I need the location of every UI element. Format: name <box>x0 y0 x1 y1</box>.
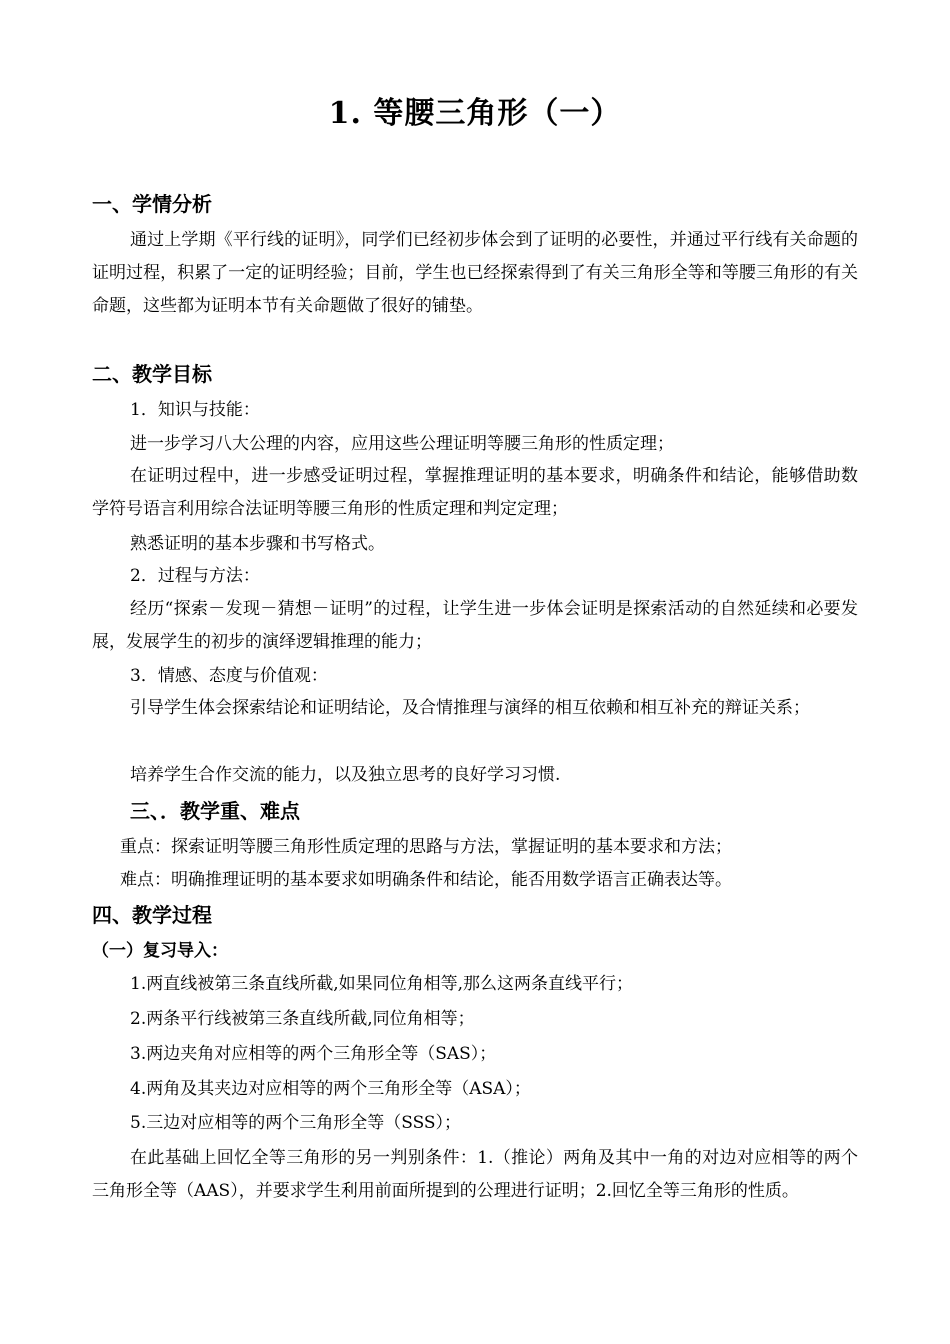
objective-paragraph: 在证明过程中，进一步感受证明过程，掌握推理证明的基本要求，明确条件和结论，能够借助数学符号语言利用综合法证明等腰三角形的性质定理和判定定理； <box>92 466 858 519</box>
review-item: 5.三边对应相等的两个三角形全等（SSS）； <box>130 1113 462 1133</box>
section-heading-process: 四、教学过程 <box>92 903 212 927</box>
objective-paragraph: 进一步学习八大公理的内容，应用这些公理证明等腰三角形的性质定理； <box>130 434 674 454</box>
review-item: 1.两直线被第三条直线所截,如果同位角相等,那么这两条直线平行； <box>130 974 634 994</box>
review-item: 3.两边夹角对应相等的两个三角形全等（SAS）； <box>130 1044 497 1064</box>
key-point-text: 重点：探索证明等腰三角形性质定理的思路与方法，掌握证明的基本要求和方法； <box>120 837 732 857</box>
subsection-heading-review: （一）复习导入： <box>92 941 228 961</box>
objective-sub-process: 2．过程与方法： <box>130 566 260 586</box>
section-heading-objectives: 二、教学目标 <box>92 362 212 386</box>
review-item: 4.两角及其夹边对应相等的两个三角形全等（ASA）； <box>130 1079 531 1099</box>
objective-paragraph: 熟悉证明的基本步骤和书写格式。 <box>130 534 385 554</box>
objective-sub-knowledge: 1．知识与技能： <box>130 400 260 420</box>
objective-paragraph: 培养学生合作交流的能力，以及独立思考的良好学习习惯. <box>130 765 561 785</box>
review-item: 2.两条平行线被第三条直线所截,同位角相等； <box>130 1009 475 1029</box>
analysis-paragraph: 通过上学期《平行线的证明》，同学们已经初步体会到了证明的必要性，并通过平行线有关命题的证明过程，积累了一定的证明经验；目前，学生也已经探索得到了有关三角形全等和等腰三角形的有关命题，这些都为证明本节有关命题做了很好的铺垫。 <box>92 230 858 316</box>
difficult-point-text: 难点：明确推理证明的基本要求如明确条件和结论，能否用数学语言正确表达等。 <box>120 870 732 890</box>
section-heading-analysis: 一、学情分析 <box>92 192 212 216</box>
objective-paragraph: 引导学生体会探索结论和证明结论，及合情推理与演绎的相互依赖和相互补充的辩证关系； <box>130 698 810 718</box>
review-closing-paragraph: 在此基础上回忆全等三角形的另一判别条件：1.（推论）两角及其中一角的对边对应相等的两个三角形全等（AAS），并要求学生利用前面所提到的公理进行证明；2.回忆全等三角形的性质。 <box>92 1148 858 1201</box>
page-title: 1. 等腰三角形（一） <box>328 96 622 131</box>
objective-paragraph: 经历“探索－发现－猜想－证明”的过程，让学生进一步体会证明是探索活动的自然延续和必要发展，发展学生的初步的演绎逻辑推理的能力； <box>92 599 858 652</box>
objective-sub-attitude: 3．情感、态度与价值观： <box>130 666 328 686</box>
section-heading-key-points: 三、．教学重、难点 <box>130 799 300 823</box>
